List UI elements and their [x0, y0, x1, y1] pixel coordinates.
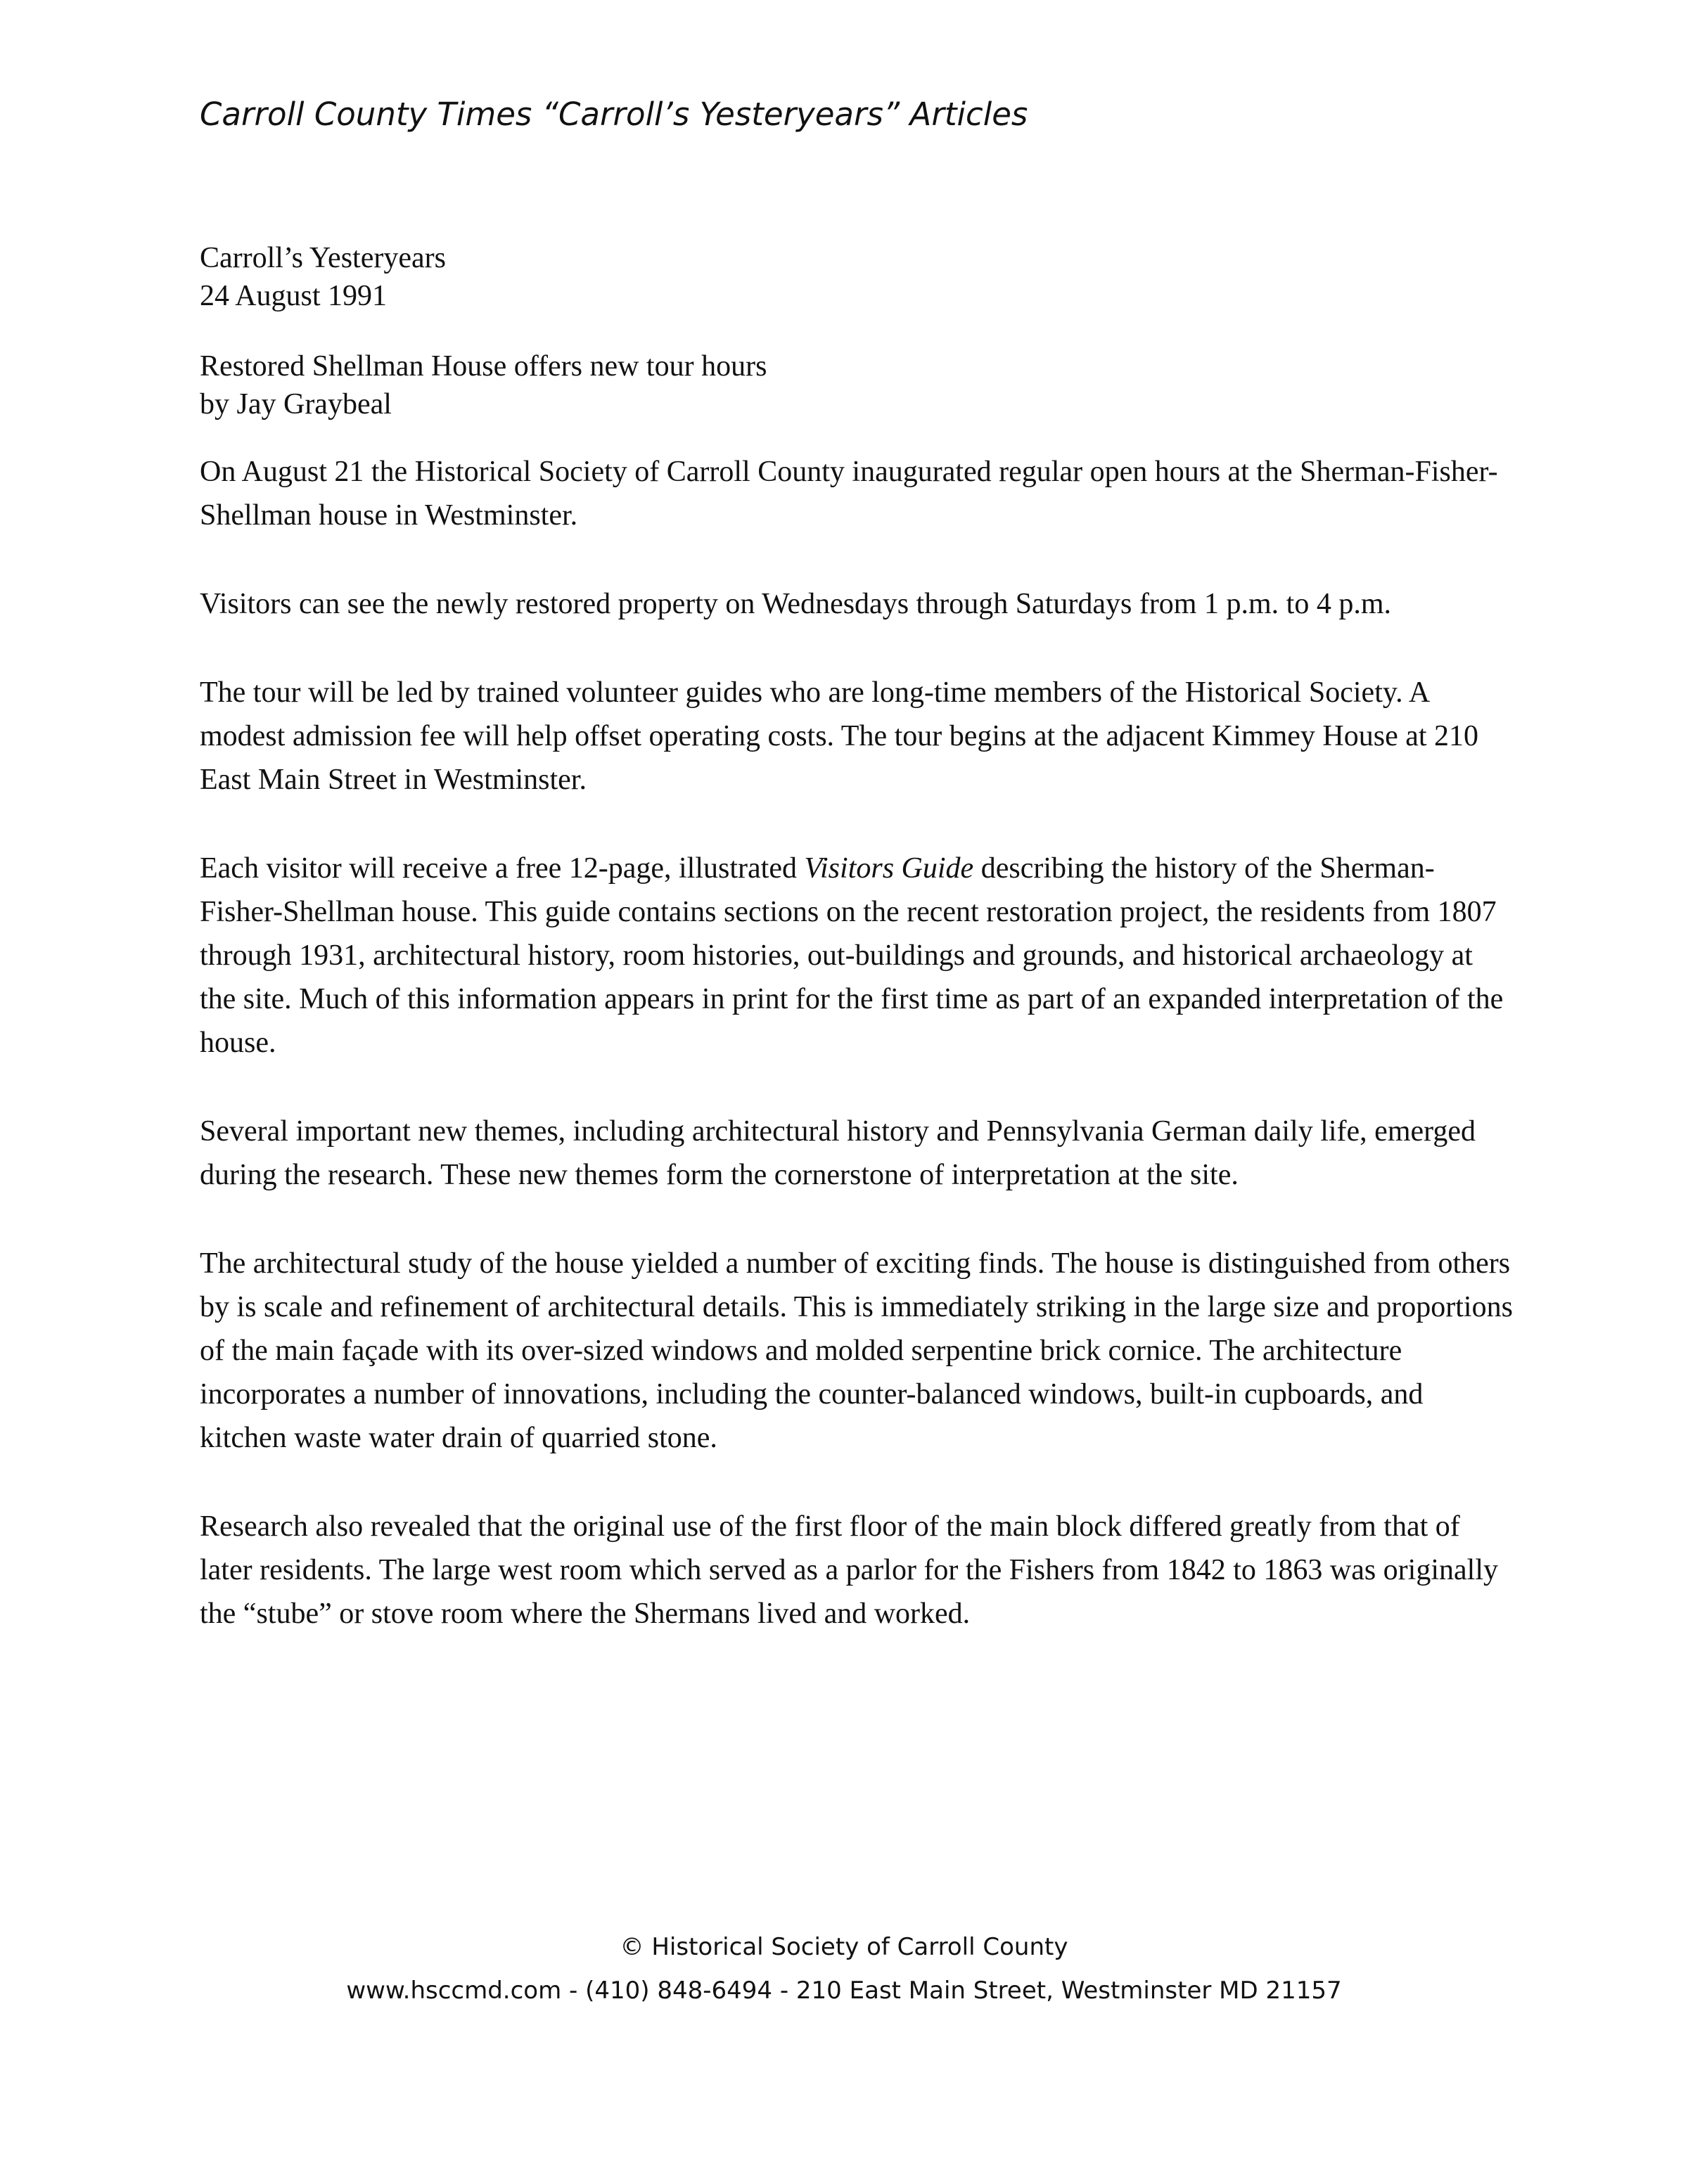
paragraph-3: The tour will be led by trained volunteer guides who are long-time members of the Historical Society. A modest admission fee will help offset operating costs. The tour begins at the adjacent Kimmey House at 210 East Main Street in Westminster.	[200, 676, 1479, 796]
paragraph-5: Several important new themes, including architectural history and Pennsylvania German daily life, emerged during the research. These new themes form the cornerstone of interpretation at the site.	[200, 1115, 1476, 1191]
footer-copyright: © Historical Society of Carroll County	[620, 1933, 1068, 1961]
paragraph-7: Research also revealed that the original use of the first floor of the main block differed greatly from that of later residents. The large west room which served as a parlor for the Fishers from 1842 to 1863 was originally the “stube” or stove room where the Shermans lived and worked.	[200, 1510, 1498, 1630]
article-meta	[200, 239, 1515, 315]
article-date: 24 August 1991	[200, 280, 388, 312]
paragraph-6: The architectural study of the house yielded a number of exciting finds. The house is distinguished from others by is scale and refinement of architectural details. This is immediately striking in the large size and proportions of the main façade with its over-sized windows and molded serpentine brick cornice. The architecture incorporates a number of innovations, including the counter-balanced windows, built-in cupboards, and kitchen waste water drain of quarried stone.	[200, 1247, 1513, 1454]
footer-contact: www.hsccmd.com - (410) 848-6494 - 210 East Main Street, Westminster MD 21157	[346, 1977, 1342, 2005]
paragraph-4-after: describing the history of the Sherman-Fisher-Shellman house. This guide contains sections on the recent restoration project, the residents from 1807 through 1931, architectural history, room histories, out-buildings and grounds, and historical archaeology at the site. Much of this information appears in print for the first time as part of an expanded interpretation of the house.	[200, 852, 1504, 1059]
page-footer	[0, 1925, 1688, 2012]
article-body	[200, 239, 1515, 1681]
page-header-title: Carroll County Times “Carroll’s Yesteryears” Articles	[200, 96, 1028, 133]
article-heading	[200, 347, 1515, 423]
paragraph-4	[200, 847, 1515, 1065]
column-name: Carroll’s Yesteryears	[200, 242, 446, 274]
paragraph-1: On August 21 the Historical Society of Carroll County inaugurated regular open hours at the Sherman-Fisher-Shellman house in Westminster.	[200, 456, 1498, 532]
paragraph-4-before: Each visitor will receive a free 12-page, illustrated	[200, 852, 805, 885]
visitors-guide-title: Visitors Guide	[804, 852, 974, 885]
paragraph-2: Visitors can see the newly restored property on Wednesdays through Saturdays from 1 p.m. to 4 p.m.	[200, 588, 1391, 620]
headline: Restored Shellman House offers new tour hours	[200, 350, 767, 383]
byline: by Jay Graybeal	[200, 388, 392, 420]
